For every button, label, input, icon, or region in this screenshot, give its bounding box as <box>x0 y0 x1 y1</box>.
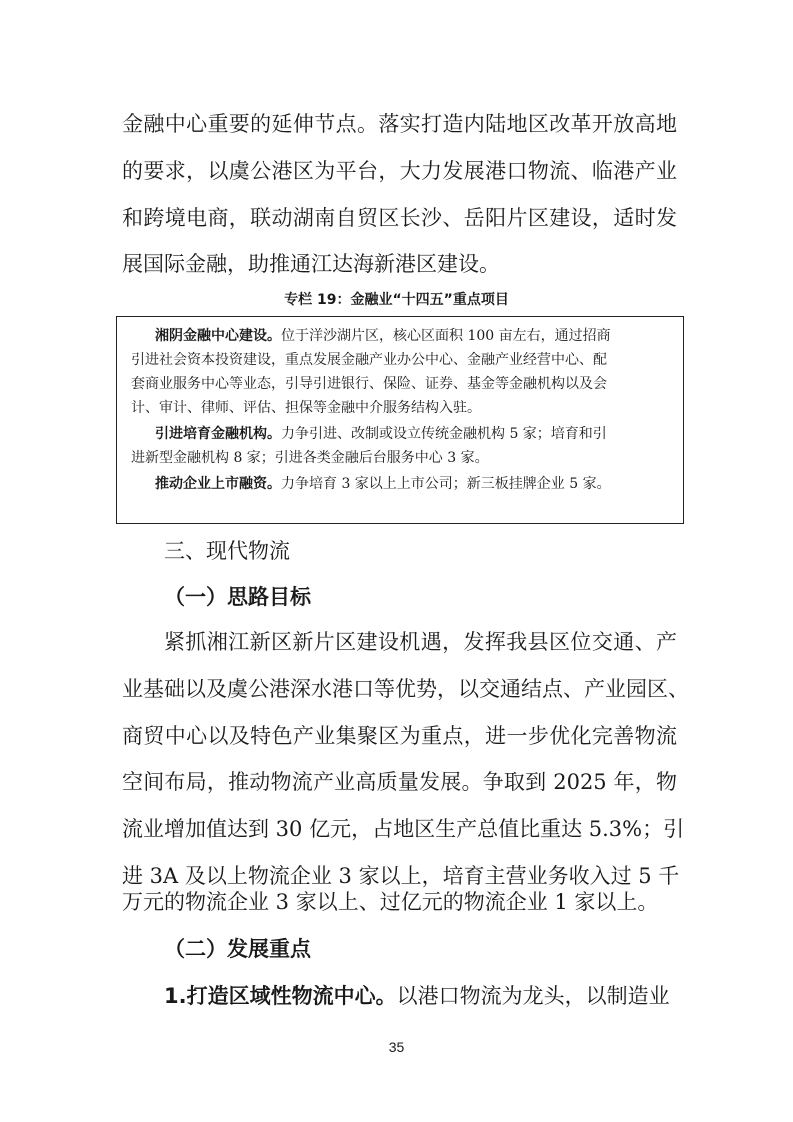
box-item-3-line-1 <box>155 474 671 494</box>
box-title: 专栏 19：金融业“十四五”重点项目 <box>284 292 509 308</box>
box-item-3-text: 力争培育 3 家以上上市公司；新三板挂牌企业 5 家。 <box>281 476 611 492</box>
box-item-1-line-4: 计、审计、律师、评估、担保等金融中介服务结构入驻。 <box>131 400 481 416</box>
para-line-7: 万元的物流企业 3 家以上、过亿元的物流企业 1 家以上。 <box>122 890 659 914</box>
page-number: 35 <box>388 1039 405 1055</box>
para-line-2: 业基础以及虞公港深水港口等优势，以交通结点、产业园区、 <box>122 677 689 701</box>
item-1-line <box>164 982 677 1010</box>
box-item-2-line-2: 进新型金融机构 8 家；引进各类金融后台服务中心 3 家。 <box>131 450 489 466</box>
box-item-1-text: 位于洋沙湖片区，核心区面积 100 亩左右，通过招商 <box>281 328 611 344</box>
subsection-title-2: （二）发展重点 <box>164 936 311 961</box>
para-line-1: 紧抓湘江新区新片区建设机遇，发挥我县区位交通、产 <box>164 630 677 654</box>
key-projects-box <box>116 316 684 524</box>
section-title: 三、现代物流 <box>164 539 290 563</box>
para-line-4: 空间布局，推动物流产业高质量发展。争取到 2025 年，物 <box>122 770 677 794</box>
item-1-head: 1.打造区域性物流中心。 <box>164 984 397 1008</box>
box-item-1-line-2: 引进社会资本投资建设，重点发展金融产业办公中心、金融产业经营中心、配 <box>131 352 607 368</box>
para-line-6: 进 3A 及以上物流企业 3 家以上，培育主营业务收入过 5 千 <box>122 864 680 888</box>
item-1-text: 以港口物流为龙头，以制造业 <box>396 984 670 1008</box>
box-item-3-head: 推动企业上市融资。 <box>155 476 281 492</box>
intro-line-3: 和跨境电商，联动湖南自贸区长沙、岳阳片区建设，适时发 <box>122 206 677 230</box>
para-line-5: 流业增加值达到 30 亿元，占地区生产总值比重达 5.3%；引 <box>122 817 685 841</box>
para-line-3: 商贸中心以及特色产业集聚区为重点，进一步优化完善物流 <box>122 724 677 748</box>
box-item-1-line-1 <box>155 326 671 346</box>
box-item-1-head: 湘阴金融中心建设。 <box>155 328 281 344</box>
box-item-1-line-3: 套商业服务中心等业态，引导引进银行、保险、证券、基金等金融机构以及会 <box>131 376 607 392</box>
subsection-title-1: （一）思路目标 <box>164 584 311 609</box>
box-item-2-line-1 <box>155 424 671 444</box>
intro-line-1: 金融中心重要的延伸节点。落实打造内陆地区改革开放高地 <box>122 112 677 136</box>
box-item-2-text: 力争引进、改制或设立传统金融机构 5 家；培育和引 <box>281 426 607 442</box>
box-item-2-head: 引进培育金融机构。 <box>155 426 281 442</box>
intro-line-4: 展国际金融，助推通江达海新港区建设。 <box>122 252 500 276</box>
intro-line-2: 的要求，以虞公港区为平台，大力发展港口物流、临港产业 <box>122 159 677 183</box>
